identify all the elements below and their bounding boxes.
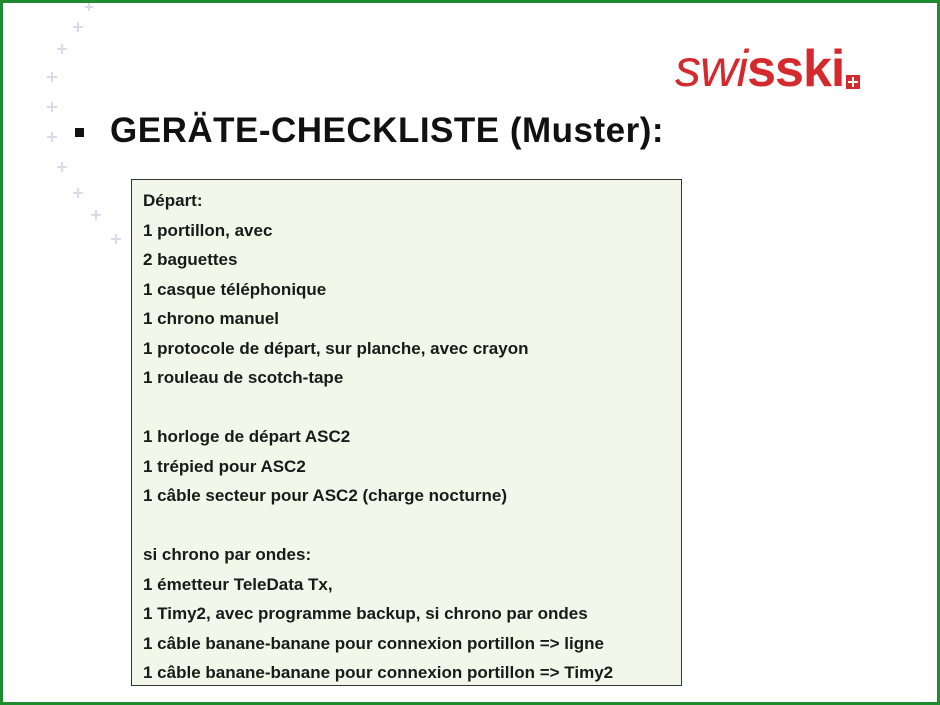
checklist-line: 1 trépied pour ASC2 — [143, 456, 306, 476]
logo-text-bold: sski — [747, 40, 845, 98]
swissski-logo — [675, 35, 860, 98]
swiss-cross-icon — [846, 75, 860, 89]
checklist-line: 1 rouleau de scotch-tape — [143, 368, 344, 387]
checklist-line: 1 horloge de départ ASC2 — [143, 427, 351, 446]
checklist-box — [131, 179, 682, 686]
slide-heading — [75, 111, 664, 151]
checklist-line: 1 câble banane-banane pour connexion portillon => ligne — [143, 633, 604, 653]
checklist-blank-line — [143, 393, 671, 423]
checklist-line: Départ: — [143, 191, 203, 210]
checklist-line: si chrono par ondes: — [143, 545, 312, 564]
square-bullet-icon — [75, 128, 84, 137]
checklist-line: 1 chrono manuel — [143, 309, 280, 328]
checklist-line: 1 Timy2, avec programme backup, si chrono par ondes — [143, 604, 588, 623]
checklist-line: 1 casque téléphonique — [143, 279, 327, 299]
checklist-line: 2 baguettes — [143, 250, 238, 269]
logo-text-light: swi — [675, 40, 748, 98]
heading-text: GERÄTE-CHECKLISTE (Muster): — [110, 111, 665, 150]
checklist-line: 1 câble banane-banane pour connexion portillon => Timy2 — [143, 663, 614, 682]
checklist-line: 1 câble secteur pour ASC2 (charge nocturne) — [143, 486, 508, 505]
checklist-blank-line — [143, 511, 671, 541]
checklist-line: 1 protocole de départ, sur planche, avec crayon — [143, 338, 529, 358]
checklist-line: 1 émetteur TeleData Tx, — [143, 574, 333, 594]
checklist-line: 1 portillon, avec — [143, 220, 273, 240]
